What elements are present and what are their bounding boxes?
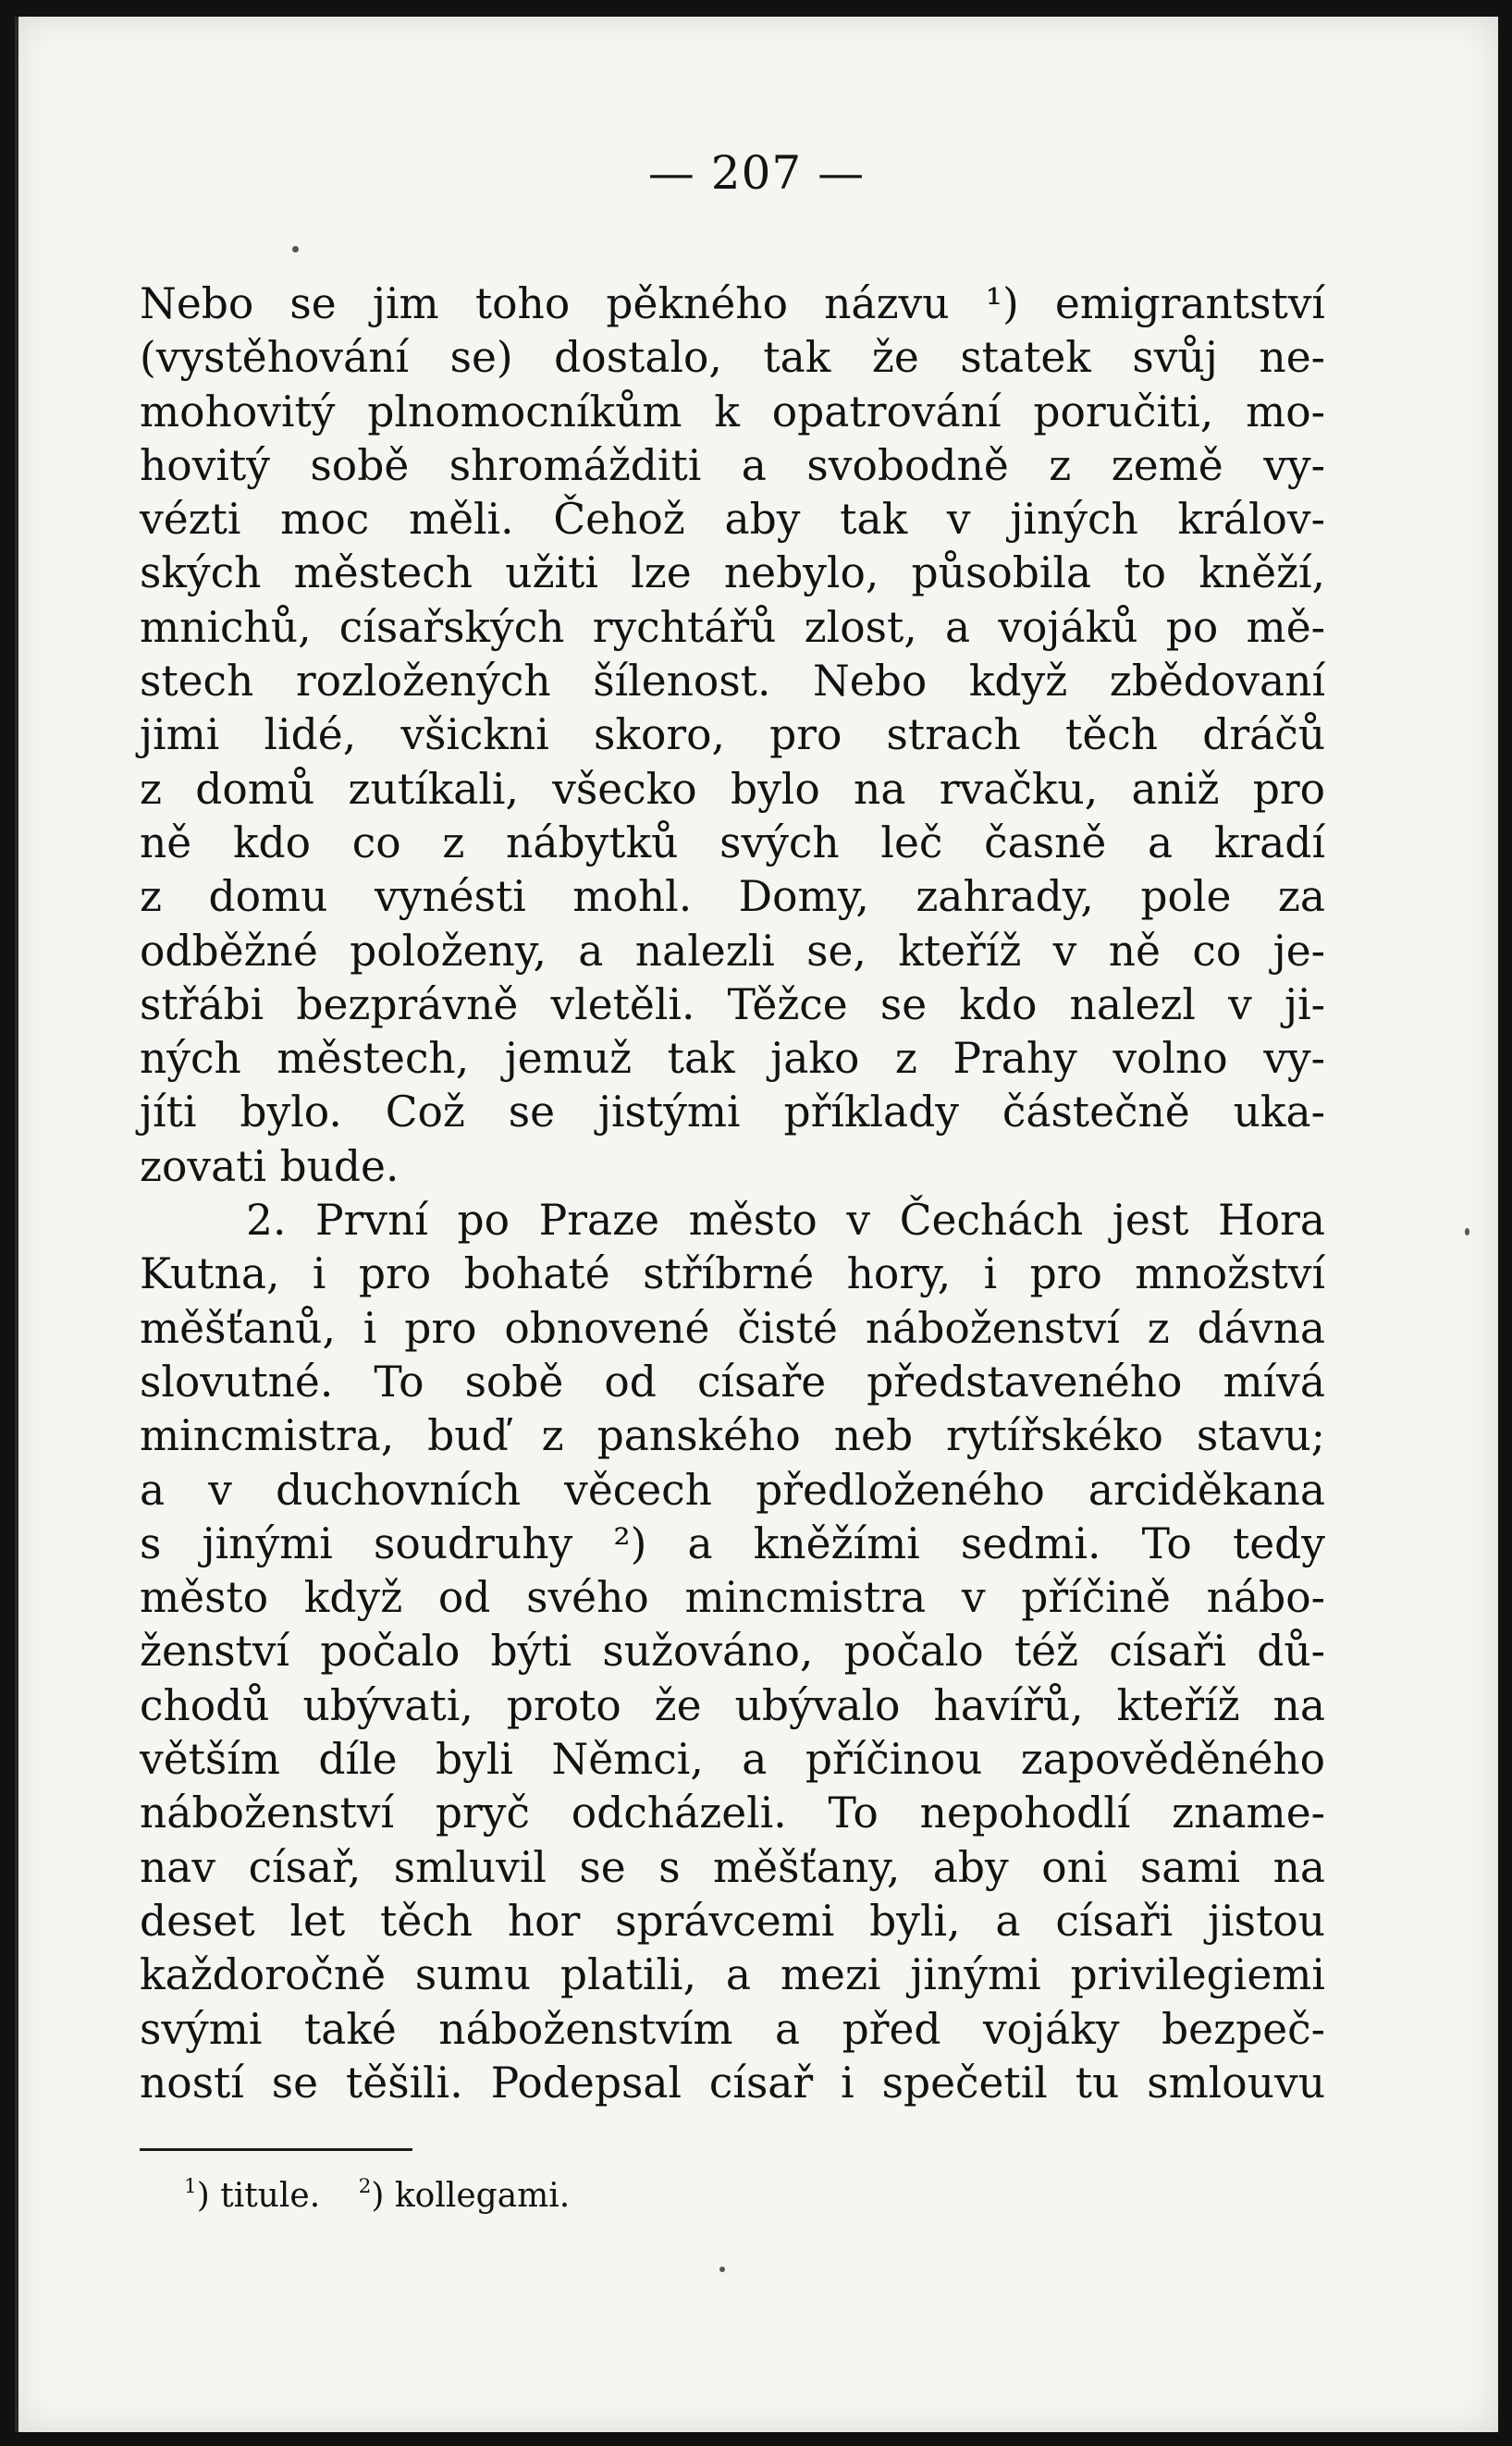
text-line: vézti moc měli. Čehož aby tak v jiných králov-: [140, 495, 1325, 545]
text-line: mohovitý plnomocníkům k opatrování poručiti, mo-: [140, 387, 1325, 436]
text-line: ně kdo co z nábytků svých leč časně a kradí: [140, 817, 1325, 867]
text-line: z domu vynésti mohl. Domy, zahrady, pole za: [140, 872, 1325, 922]
text-line: Nebo se jim toho pěkného názvu ¹) emigrantství: [140, 279, 1325, 328]
footnote-rule: [140, 2148, 412, 2151]
footnote-text: ) titule.: [196, 2177, 321, 2215]
text-line: odběžné položeny, a nalezli se, kteříž v ně co je-: [140, 926, 1325, 976]
text-line: ností se těšili. Podepsal císař i spečetil tu smlouvu: [140, 2058, 1325, 2108]
text-line: deset let těch hor správcemi byli, a císaři jistou: [140, 1896, 1325, 1946]
text-line: mincmistra, buď z panského neb rytířskéko stavu;: [140, 1411, 1325, 1461]
text-line: měšťanů, i pro obnovené čisté náboženství z dávna: [140, 1303, 1325, 1353]
text-line: ských městech užiti lze nebylo, působila to kněží,: [140, 548, 1325, 598]
print-speck: [1465, 1228, 1469, 1235]
print-speck: [292, 246, 299, 252]
text-line: náboženství pryč odcházeli. To nepohodlí zname-: [140, 1788, 1325, 1838]
text-line: jimi lidé, všickni skoro, pro strach těch dráčů: [140, 710, 1325, 760]
text-line: Kutna, i pro bohaté stříbrné hory, i pro množství: [140, 1249, 1325, 1299]
book-page: [15, 17, 1498, 2432]
text-line: s jinými soudruhy ²) a kněžími sedmi. To tedy: [140, 1518, 1325, 1568]
text-line: jíti bylo. Což se jistými příklady částečně uka-: [140, 1088, 1325, 1137]
text-line: město když od svého mincmistra v příčině nábo-: [140, 1573, 1325, 1623]
footnote-text: ) kollegami.: [371, 2177, 571, 2215]
footnote-mark: 1: [184, 2174, 197, 2198]
text-line: ženství počalo býti sužováno, počalo též císaři dů-: [140, 1627, 1325, 1677]
text-line: každoročně sumu platili, a mezi jinými privilegiemi: [140, 1950, 1325, 2000]
text-line: střábi bezprávně vletěli. Těžce se kdo nalezl v ji-: [140, 979, 1325, 1029]
text-line: (vystěhování se) dostalo, tak že statek svůj ne-: [140, 333, 1325, 383]
text-line: a v duchovních věcech předloženého arciděkana: [140, 1465, 1325, 1515]
text-line: slovutné. To sobě od císaře představeného mívá: [140, 1357, 1325, 1407]
text-line: hovitý sobě shromážditi a svobodně z země vy-: [140, 440, 1325, 490]
text-line: ných městech, jemuž tak jako z Prahy volno vy-: [140, 1034, 1325, 1084]
footnote-1: [184, 2174, 320, 2219]
text-line: chodů ubývati, proto že ubývalo havířů, kteříž na: [140, 1680, 1325, 1730]
text-line: zovati bude.: [140, 1141, 400, 1191]
text-line: stech rozložených šílenost. Nebo když zbědovaní: [140, 657, 1325, 707]
text-line: mnichů, císařských rychtářů zlost, a vojáků po mě-: [140, 602, 1325, 652]
print-speck: [719, 2267, 725, 2272]
page-number: — 207 —: [647, 146, 866, 200]
body-text: [140, 277, 1325, 2110]
footnotes: [184, 2174, 597, 2219]
text-line: 2. První po Praze město v Čechách jest Hora: [246, 1196, 1325, 1246]
text-line: z domů zutíkali, všecko bylo na rvačku, aniž pro: [140, 764, 1325, 814]
text-line: nav císař, smluvil se s měšťany, aby oni sami na: [140, 1842, 1325, 1892]
text-line: svými také náboženstvím a před vojáky bezpeč-: [140, 2004, 1325, 2054]
footnote-mark: 2: [358, 2174, 372, 2198]
text-line: větším díle byli Němci, a příčinou zapověděného: [140, 1735, 1325, 1785]
footnote-2: [359, 2174, 571, 2219]
